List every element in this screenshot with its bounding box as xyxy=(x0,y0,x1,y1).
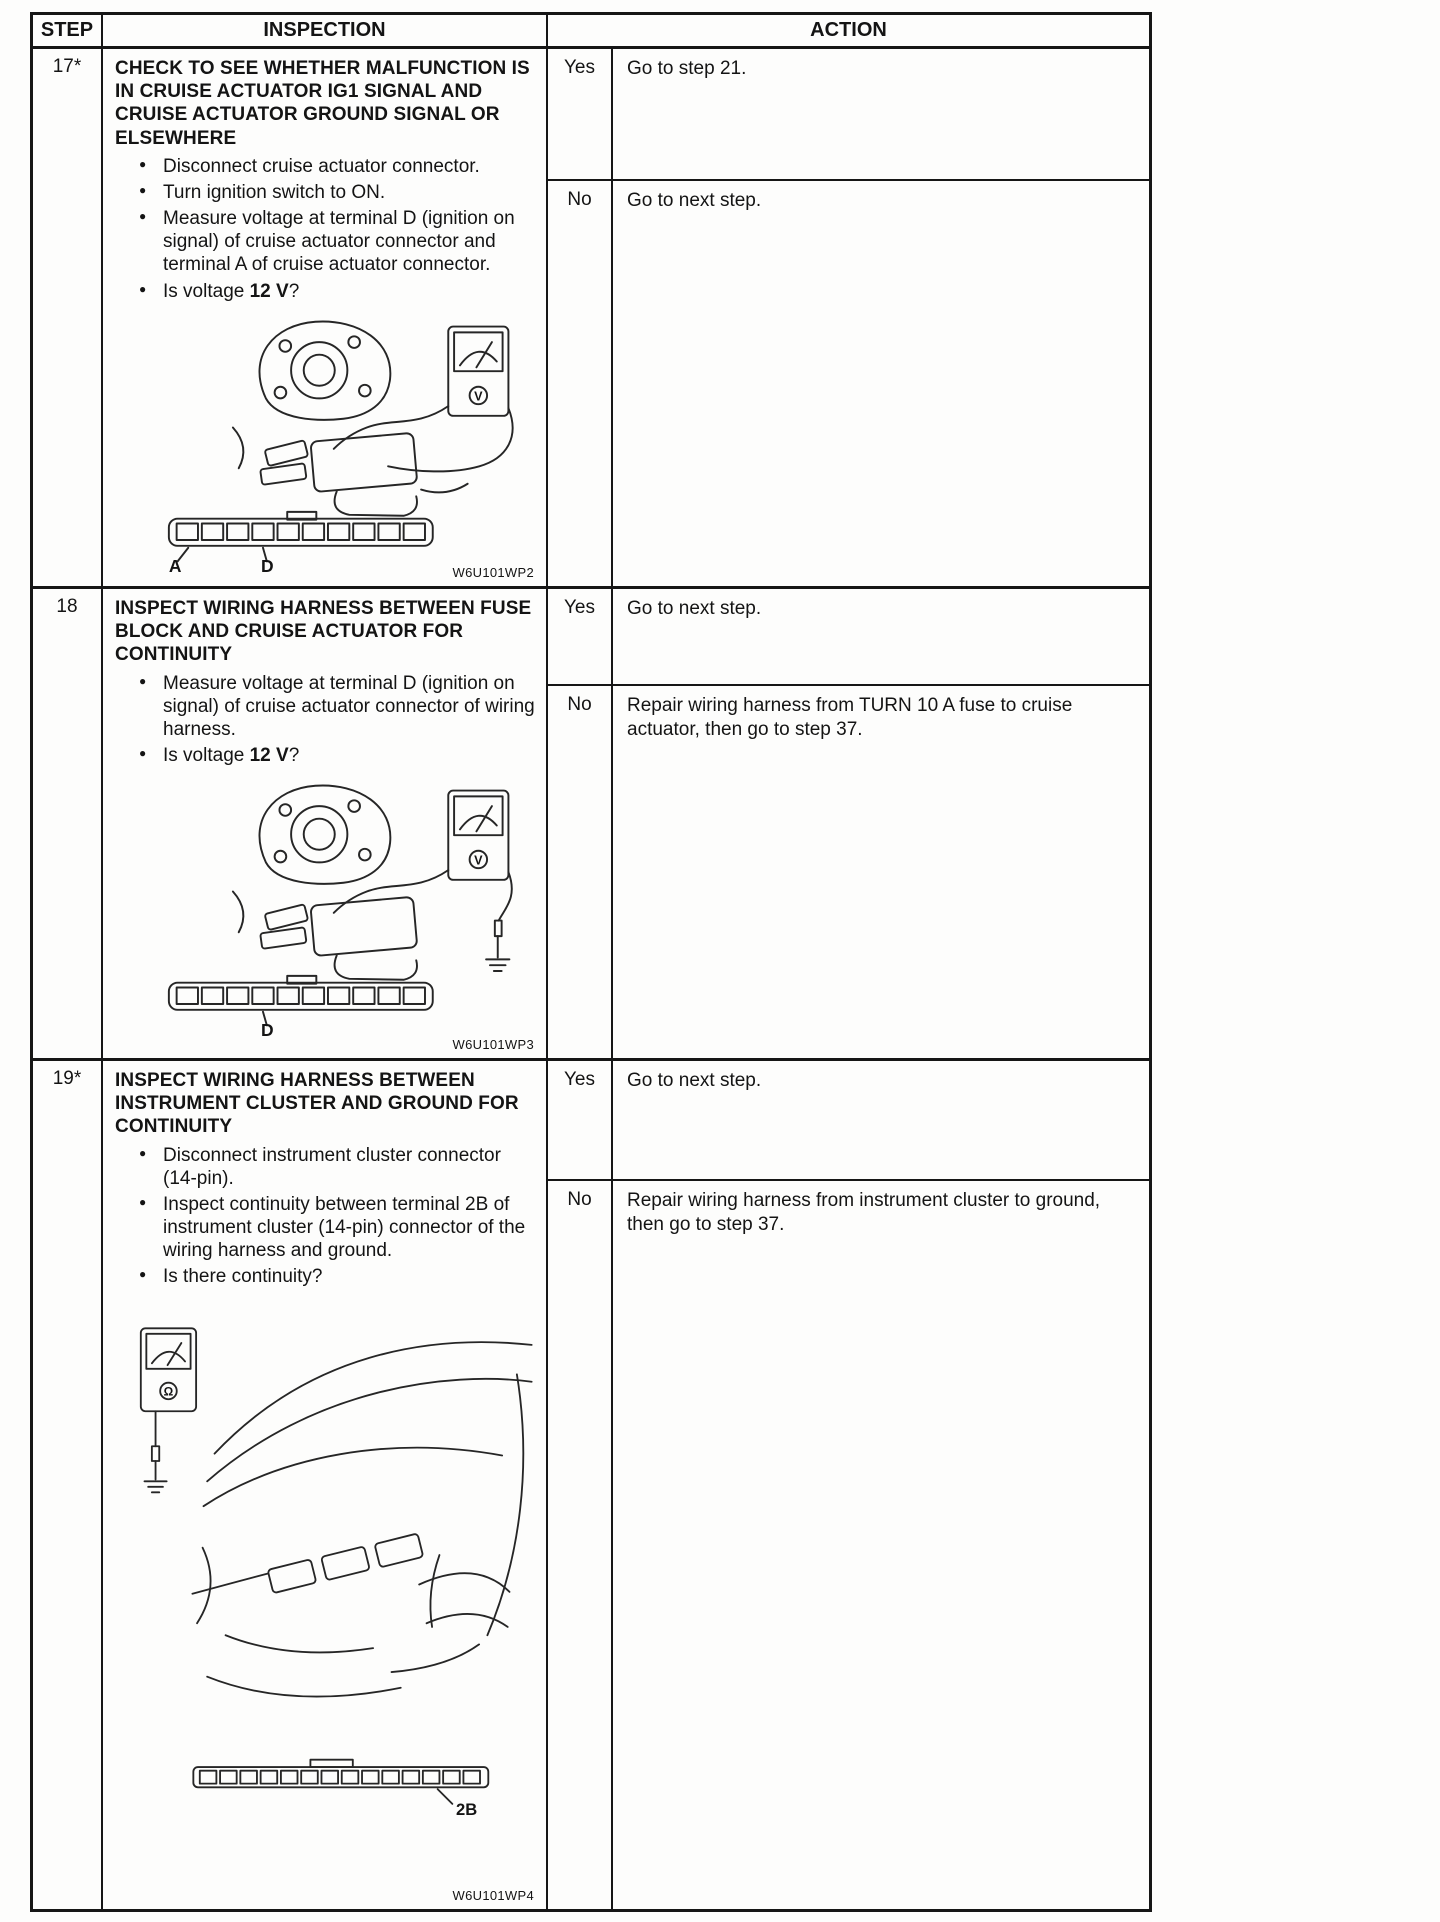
ohmmeter-symbol: Ω xyxy=(163,1384,174,1399)
yes-label: Yes xyxy=(548,49,613,179)
instrument-cluster-continuity-illustration xyxy=(115,1317,539,1829)
table-header xyxy=(33,15,1149,49)
action-cell xyxy=(548,589,1149,1058)
figure-code: W6U101WP3 xyxy=(452,1037,534,1052)
figure-code: W6U101WP4 xyxy=(452,1888,534,1903)
bullet-item: ● Inspect continuity between terminal 2B of instrument cluster (14-pin) connector of the wiring harness and ground. xyxy=(137,1193,538,1263)
bullet-item: ● Is voltage 12 V? xyxy=(137,744,538,767)
inspection-bullets xyxy=(115,672,538,768)
inspection-cell xyxy=(103,49,548,586)
yes-label: Yes xyxy=(548,1061,613,1179)
yes-action-text: Go to step 21. xyxy=(627,58,747,79)
inspection-bullets xyxy=(115,155,538,303)
step-number: 17* xyxy=(33,49,103,586)
bullet-item: ● Is there continuity? xyxy=(137,1265,538,1288)
inspection-cell xyxy=(103,589,548,1058)
cruise-actuator-voltage-test-illustration xyxy=(118,313,536,573)
action-cell xyxy=(548,1061,1149,1909)
yes-action-text: Go to next step. xyxy=(627,598,762,619)
yes-label: Yes xyxy=(548,589,613,684)
terminal-d-label: D xyxy=(260,1020,274,1038)
inspection-cell xyxy=(103,1061,548,1909)
no-label: No xyxy=(548,181,613,586)
no-branch xyxy=(548,179,1149,586)
voltmeter-symbol: V xyxy=(473,389,483,404)
no-action-text: Repair wiring harness from TURN 10 A fuse to cruise actuator, then go to step 37. xyxy=(627,695,1073,741)
yes-branch xyxy=(548,589,1149,684)
table-row-step-19 xyxy=(33,1061,1149,1909)
figure-code: W6U101WP2 xyxy=(452,565,534,580)
action-cell xyxy=(548,49,1149,586)
header-inspection: INSPECTION xyxy=(103,15,548,46)
no-action-text: Go to next step. xyxy=(627,190,762,211)
inspection-title: CHECK TO SEE WHETHER MALFUNCTION IS IN CRUISE ACTUATOR IG1 SIGNAL AND CRUISE ACTUATOR GROUND SIGNAL OR ELSEWHERE xyxy=(115,58,530,149)
bullet-item: ● Disconnect cruise actuator connector. xyxy=(137,155,538,178)
yes-action-text: Go to next step. xyxy=(627,1070,762,1091)
header-action: ACTION xyxy=(810,19,887,41)
bullet-item: ● Turn ignition switch to ON. xyxy=(137,181,538,204)
yes-branch xyxy=(548,1061,1149,1179)
troubleshooting-table xyxy=(30,12,1152,1912)
bullet-item: ● Is voltage 12 V? xyxy=(137,280,538,303)
step-number: 19* xyxy=(33,1061,103,1909)
inspection-bullets xyxy=(115,1144,538,1289)
no-branch xyxy=(548,1179,1149,1909)
no-label: No xyxy=(548,686,613,1058)
yes-branch xyxy=(548,49,1149,179)
voltmeter-symbol: V xyxy=(473,853,483,868)
inspection-title: INSPECT WIRING HARNESS BETWEEN FUSE BLOCK AND CRUISE ACTUATOR FOR CONTINUITY xyxy=(115,598,532,666)
no-action-text: Repair wiring harness from instrument cluster to ground, then go to step 37. xyxy=(627,1190,1101,1236)
inspection-title: INSPECT WIRING HARNESS BETWEEN INSTRUMENT CLUSTER AND GROUND FOR CONTINUITY xyxy=(115,1070,519,1138)
table-row-step-18 xyxy=(33,589,1149,1061)
no-label: No xyxy=(548,1181,613,1909)
terminal-d-label: D xyxy=(260,555,274,573)
terminal-2b-label: 2B xyxy=(456,1799,478,1819)
bullet-item: ● Disconnect instrument cluster connector (14-pin). xyxy=(137,1144,538,1190)
step-number: 18 xyxy=(33,589,103,1058)
terminal-a-label: A xyxy=(168,555,181,573)
bullet-item: ● Measure voltage at terminal D (ignition on signal) of cruise actuator connector of wiring harness. xyxy=(137,672,538,742)
no-branch xyxy=(548,684,1149,1058)
header-step: STEP xyxy=(33,15,103,46)
bullet-item: ● Measure voltage at terminal D (ignition on signal) of cruise actuator connector and terminal A of cruise actuator connector. xyxy=(137,207,538,277)
harness-voltage-test-illustration xyxy=(118,777,536,1037)
table-row-step-17 xyxy=(33,49,1149,589)
